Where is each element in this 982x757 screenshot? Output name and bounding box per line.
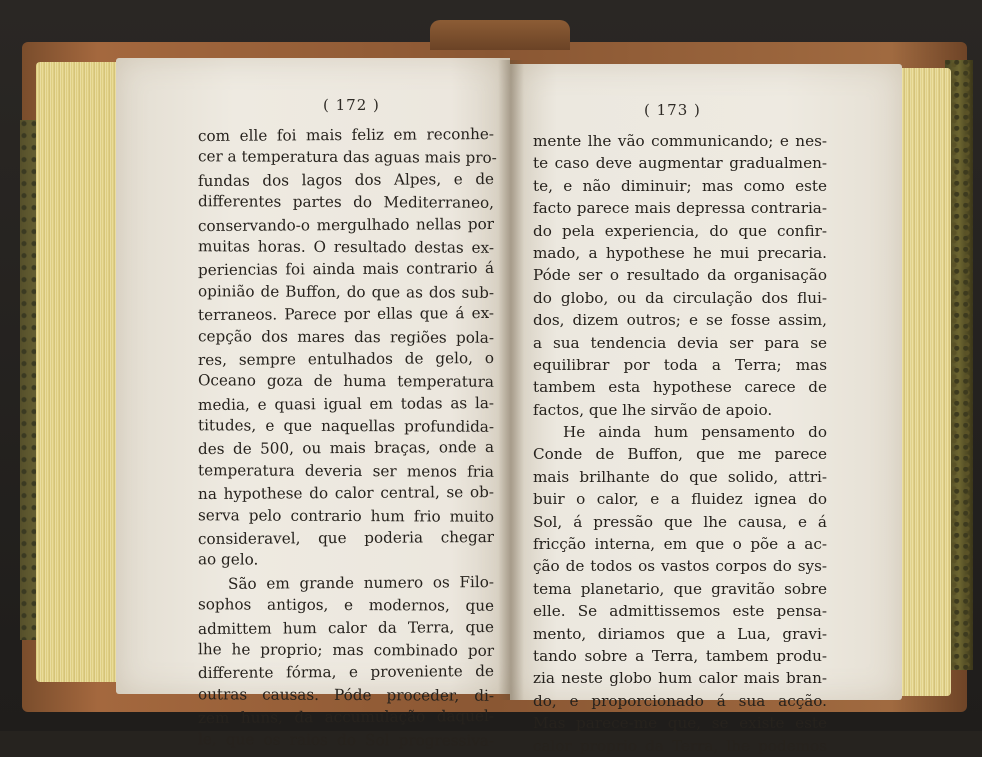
text-line: serva pelo contrario hum frio muito bbox=[197, 505, 495, 526]
text-line: facto parece mais depressa contraria- bbox=[533, 199, 827, 218]
text-line: tema planetario, que gravitão sobre bbox=[533, 579, 827, 598]
text-line: titudes, e que naquellas profundida- bbox=[197, 416, 495, 436]
page-stack-left bbox=[36, 62, 126, 682]
text-line: He ainda hum pensamento do bbox=[563, 423, 827, 442]
text-line: cepção dos mares das regiões pola- bbox=[197, 326, 495, 347]
text-line: outras causas. Póde proceder, di- bbox=[197, 684, 495, 705]
text-line: mais brilhante do que solido, attri- bbox=[533, 467, 827, 486]
text-line: Póde ser o resultado da organisação bbox=[533, 266, 827, 285]
text-line: te, e não diminuir; mas como este bbox=[533, 176, 827, 195]
text-line: ao gelo. bbox=[197, 550, 259, 569]
text-line: res, sempre entulhados de gelo, o bbox=[197, 348, 495, 369]
text-line: sophos antigos, e modernos, que bbox=[197, 595, 495, 615]
text-line: le, que os raios do Sol progressiva- bbox=[197, 729, 495, 750]
text-line: dos, dizem outros; e se fosse assim, bbox=[533, 311, 827, 330]
text-line: buir o calor, e a fluidez ignea do bbox=[533, 490, 827, 509]
text-line: tando sobre a Terra, tambem produ- bbox=[533, 646, 827, 665]
text-line: Mas parece-me que, se existe este bbox=[533, 714, 827, 733]
text-line: com elle foi mais feliz em reconhe- bbox=[197, 124, 495, 146]
text-line: do globo, ou da circulação dos flui- bbox=[533, 288, 827, 307]
text-line: Oceano goza de huma temperatura bbox=[197, 371, 495, 392]
text-line: mente lhe vão communicando; e nes- bbox=[533, 132, 827, 150]
text-line: lhe he proprio; mas combinado por bbox=[197, 640, 495, 660]
text-line: tambem esta hypothese carece de bbox=[533, 378, 827, 397]
text-line: te caso deve augmentar gradualmen- bbox=[533, 154, 827, 173]
text-line: media, e quasi igual em todas as la- bbox=[197, 393, 495, 414]
right-page-number: ( 173 ) bbox=[644, 101, 701, 119]
text-line: mento, diriamos que a Lua, gravi- bbox=[533, 624, 827, 643]
text-line: São em grande numero os Filo- bbox=[227, 572, 495, 593]
text-line: do pela experiencia, do que confir- bbox=[533, 221, 827, 240]
text-line: periencias foi ainda mais contrario á bbox=[197, 259, 495, 280]
text-line: zia neste globo hum calor mais bran- bbox=[533, 669, 827, 688]
text-line: ção de todos os vastos corpos do sys- bbox=[533, 557, 827, 576]
text-line: na hypothese do calor central, se ob- bbox=[197, 483, 495, 504]
text-line: fricção interna, em que o põe a ac- bbox=[533, 535, 827, 554]
text-line: Conde de Buffon, que me parece bbox=[533, 445, 827, 464]
text-line: Sol, á pressão que lhe causa, e á bbox=[533, 512, 827, 531]
text-line: consideravel, que poderia chegar bbox=[197, 527, 495, 549]
text-line: calor proprio da Terra, lhe podemos bbox=[533, 736, 827, 755]
left-page-number: ( 172 ) bbox=[323, 96, 380, 114]
text-line: opinião de Buffon, do que as dos sub- bbox=[197, 281, 495, 302]
text-line: muitas horas. O resultado destas ex- bbox=[197, 237, 495, 257]
text-line: terraneos. Parece por ellas que á ex- bbox=[197, 304, 495, 325]
text-line: temperatura deveria ser menos fria bbox=[197, 461, 495, 481]
text-line: a sua tendencia devia ser para se bbox=[533, 333, 827, 352]
text-line: cer a temperatura das aguas mais pro- bbox=[197, 147, 497, 168]
text-line: mado, a hypothese he mui precaria. bbox=[533, 243, 827, 262]
text-line: des de 500, ou mais braças, onde a bbox=[197, 438, 495, 459]
text-line: fundas dos lagos dos Alpes, e de bbox=[197, 169, 495, 190]
text-line: equilibrar por toda a Terra; mas bbox=[533, 355, 827, 374]
text-line: do, e proporcionado á sua acção. bbox=[533, 691, 827, 710]
page-stack-right bbox=[896, 68, 951, 696]
book-spine-headband bbox=[430, 20, 570, 50]
left-page-text bbox=[197, 124, 497, 751]
text-line: factos, que lhe sirvão de apoio. bbox=[533, 400, 773, 419]
text-line: admittem hum calor da Terra, que bbox=[197, 617, 495, 638]
text-line: zem huns, da accumulação daquel- bbox=[197, 707, 495, 728]
right-page-text bbox=[533, 130, 827, 757]
text-line: elle. Se admittissemos este pensa- bbox=[533, 602, 827, 621]
book-gutter bbox=[498, 60, 524, 700]
text-line: differentes partes do Mediterraneo, bbox=[197, 192, 495, 212]
text-line: conservando-o mergulhado nellas por bbox=[197, 214, 495, 235]
text-line: differente fórma, e proveniente de bbox=[197, 662, 495, 683]
